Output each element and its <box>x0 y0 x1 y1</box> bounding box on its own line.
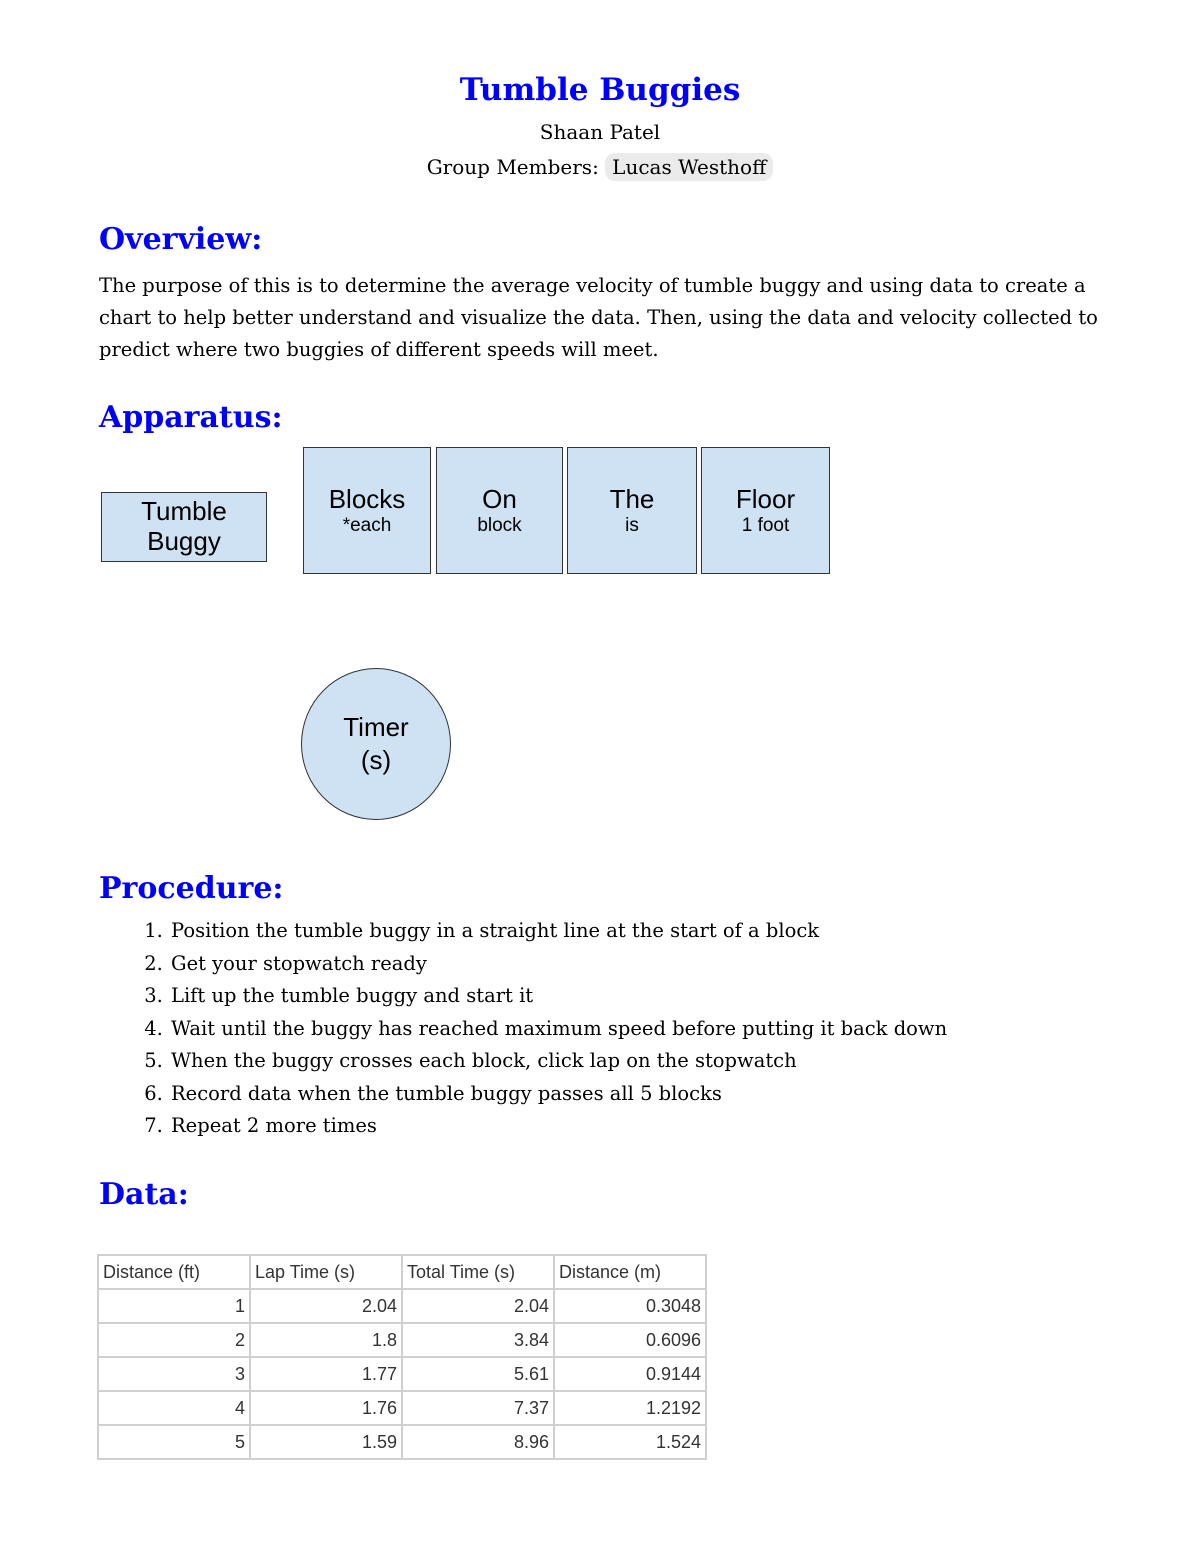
author-name: Shaan Patel <box>539 120 661 144</box>
block-label: Blocks <box>328 484 406 514</box>
table-cell: 1 <box>98 1289 250 1323</box>
table-cell: 3 <box>98 1357 250 1391</box>
table-row <box>98 1289 706 1323</box>
group-members <box>0 155 1200 179</box>
procedure-step: 1. Position the tumble buggy in a straight line at the start of a block <box>169 915 947 948</box>
data-heading: Data: <box>99 1177 189 1212</box>
block-box <box>303 447 431 574</box>
table-cell: 4 <box>98 1391 250 1425</box>
table-cell: 2 <box>98 1323 250 1357</box>
procedure-step: 6. Record data when the tumble buggy passes all 5 blocks <box>169 1078 947 1111</box>
table-cell: 5 <box>98 1425 250 1459</box>
block-box <box>701 447 830 574</box>
table-cell: 0.9144 <box>554 1357 706 1391</box>
table-cell: 1.59 <box>250 1425 402 1459</box>
table-row <box>98 1391 706 1425</box>
table-row <box>98 1357 706 1391</box>
apparatus-heading: Apparatus: <box>99 400 283 435</box>
table-cell: 0.3048 <box>554 1289 706 1323</box>
overview-paragraph: The purpose of this is to determine the average velocity of tumble buggy and using data to create a chart to help better understand and visualize the data. Then, using the data and velocity collected to predict where two buggies of different speeds will meet. <box>99 274 1098 361</box>
table-cell: 2.04 <box>250 1289 402 1323</box>
table-cell: 1.8 <box>250 1323 402 1357</box>
tumble-buggy-line2: Buggy <box>147 526 221 556</box>
block-box <box>567 447 697 574</box>
procedure-step: 5. When the buggy crosses each block, click lap on the stopwatch <box>169 1045 947 1078</box>
timer-circle <box>301 668 451 820</box>
column-header: Total Time (s) <box>402 1255 554 1289</box>
tumble-buggy-line1: Tumble <box>141 496 227 526</box>
timer-label: Timer <box>343 712 409 742</box>
table-cell: 1.524 <box>554 1425 706 1459</box>
data-table <box>97 1254 707 1460</box>
table-header-row <box>98 1255 706 1289</box>
procedure-step: 3. Lift up the tumble buggy and start it <box>169 980 947 1013</box>
table-row <box>98 1323 706 1357</box>
table-row <box>98 1425 706 1459</box>
table-cell: 2.04 <box>402 1289 554 1323</box>
block-sublabel: *each <box>342 515 392 536</box>
column-header: Lap Time (s) <box>250 1255 402 1289</box>
table-cell: 1.77 <box>250 1357 402 1391</box>
block-sublabel: block <box>477 515 522 536</box>
column-header: Distance (ft) <box>98 1255 250 1289</box>
block-sublabel: 1 foot <box>741 515 790 536</box>
overview-heading: Overview: <box>99 222 263 257</box>
block-sublabel: is <box>625 515 639 536</box>
table-cell: 0.6096 <box>554 1323 706 1357</box>
procedure-heading: Procedure: <box>99 871 284 906</box>
table-cell: 3.84 <box>402 1323 554 1357</box>
tumble-buggy-box <box>101 492 267 562</box>
document-title: Tumble Buggies <box>459 72 741 108</box>
table-cell: 8.96 <box>402 1425 554 1459</box>
group-member-chip[interactable]: Lucas Westhoff <box>605 153 773 181</box>
procedure-step: 7. Repeat 2 more times <box>169 1110 947 1143</box>
procedure-list <box>99 915 947 1143</box>
procedure-step: 2. Get your stopwatch ready <box>169 948 947 981</box>
block-label: The <box>609 484 655 514</box>
block-box <box>436 447 563 574</box>
table-cell: 5.61 <box>402 1357 554 1391</box>
table-cell: 7.37 <box>402 1391 554 1425</box>
block-label: On <box>482 484 517 514</box>
table-cell: 1.76 <box>250 1391 402 1425</box>
timer-unit: (s) <box>360 745 392 775</box>
group-members-label: Group Members: <box>426 155 599 179</box>
block-label: Floor <box>735 484 796 514</box>
table-cell: 1.2192 <box>554 1391 706 1425</box>
column-header: Distance (m) <box>554 1255 706 1289</box>
procedure-step: 4. Wait until the buggy has reached maximum speed before putting it back down <box>169 1013 947 1046</box>
